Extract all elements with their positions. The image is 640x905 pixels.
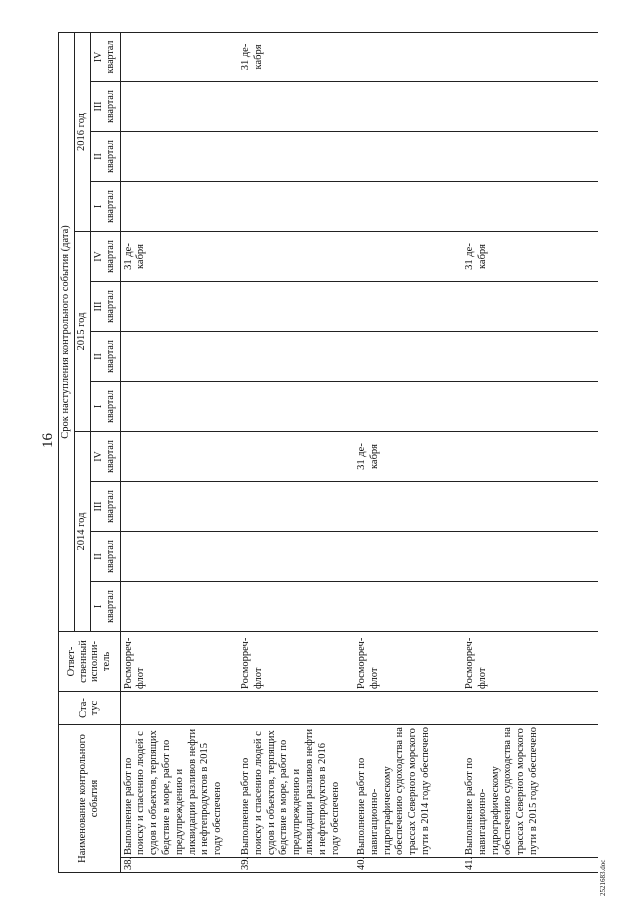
quarter-cell xyxy=(354,282,462,332)
row-number: 39. xyxy=(238,858,354,873)
quarter-cell xyxy=(120,582,238,632)
row-number: 41. xyxy=(462,858,598,873)
table-row xyxy=(462,32,598,872)
table-row xyxy=(354,32,462,872)
row-number: 40. xyxy=(354,858,462,873)
quarter-cell xyxy=(354,382,462,432)
table-header xyxy=(59,32,121,872)
quarter-cell xyxy=(120,82,238,132)
quarter-cell xyxy=(354,332,462,382)
quarter-cell xyxy=(238,232,354,282)
quarter-cell xyxy=(238,432,354,482)
quarter-cell xyxy=(238,132,354,182)
event-status xyxy=(120,692,238,725)
quarter-cell xyxy=(238,282,354,332)
header-quarter xyxy=(90,432,120,482)
header-quarter xyxy=(90,82,120,132)
quarter-cell xyxy=(120,532,238,582)
quarter-cell xyxy=(238,82,354,132)
quarter-number: II xyxy=(92,553,104,560)
event-deadline-date: 31 де-кабря xyxy=(238,32,354,81)
row-number: 38. xyxy=(120,858,238,873)
quarter-word: квартал xyxy=(105,390,117,423)
header-quarter xyxy=(90,482,120,532)
quarter-number: III xyxy=(92,101,104,112)
table-row xyxy=(120,32,238,872)
quarter-cell xyxy=(462,82,598,132)
quarter-cell xyxy=(462,132,598,182)
quarter-number: I xyxy=(92,404,104,409)
event-deadline-date: 31 де-кабря xyxy=(354,432,462,482)
header-year-2: 2016 год xyxy=(74,32,90,231)
quarter-cell xyxy=(238,582,354,632)
event-responsible: Росморреч-флот xyxy=(238,632,354,692)
quarter-cell xyxy=(354,232,462,282)
quarter-cell xyxy=(462,532,598,582)
header-status: Ста-тус xyxy=(59,692,121,725)
quarter-cell xyxy=(120,282,238,332)
event-deadline-date: 31 де-кабря xyxy=(462,232,598,282)
quarter-cell xyxy=(238,532,354,582)
header-deadline-group: Срок наступления контрольного события (дата) xyxy=(59,32,75,631)
header-event-name: Наименование контрольного события xyxy=(59,725,121,873)
header-quarter xyxy=(90,332,120,382)
quarter-word: квартал xyxy=(105,190,117,223)
quarter-number: II xyxy=(92,153,104,160)
header-quarter xyxy=(90,32,120,81)
quarter-cell xyxy=(354,582,462,632)
quarter-cell xyxy=(462,282,598,332)
quarter-cell xyxy=(354,482,462,532)
quarter-cell xyxy=(120,182,238,232)
quarter-cell xyxy=(462,32,598,81)
quarter-cell xyxy=(354,132,462,182)
quarter-cell xyxy=(462,182,598,232)
quarter-word: квартал xyxy=(105,290,117,323)
header-year-0: 2014 год xyxy=(74,432,90,632)
event-deadline-date: 31 де-кабря xyxy=(120,232,238,282)
header-quarter xyxy=(90,532,120,582)
quarter-word: квартал xyxy=(105,540,117,573)
quarter-cell xyxy=(354,32,462,81)
quarter-word: квартал xyxy=(105,440,117,473)
quarter-word: квартал xyxy=(105,40,117,74)
header-quarter xyxy=(90,232,120,282)
header-quarter xyxy=(90,182,120,232)
control-events-table xyxy=(58,32,598,873)
header-responsible: Ответ-ственный исполни-тель xyxy=(59,632,121,692)
quarter-cell xyxy=(120,382,238,432)
quarter-number: III xyxy=(92,301,104,312)
quarter-word: квартал xyxy=(105,590,117,623)
quarter-cell xyxy=(462,432,598,482)
event-status xyxy=(462,692,598,725)
quarter-cell xyxy=(462,582,598,632)
quarter-cell xyxy=(462,382,598,432)
event-responsible: Росморреч-флот xyxy=(120,632,238,692)
quarter-cell xyxy=(238,482,354,532)
quarter-cell xyxy=(354,532,462,582)
header-quarter xyxy=(90,582,120,632)
quarter-cell xyxy=(462,482,598,532)
page-number: 16 xyxy=(40,433,56,448)
quarter-word: квартал xyxy=(105,340,117,373)
table-row xyxy=(238,32,354,872)
quarter-cell xyxy=(120,32,238,81)
quarter-number: IV xyxy=(92,51,104,63)
event-status xyxy=(354,692,462,725)
header-quarter xyxy=(90,282,120,332)
quarter-cell xyxy=(354,182,462,232)
event-name: Выполнение работ по навигационно-гидрографическому обеспечению судоходства на трассах Северного морского пути в 2014 году обеспечено xyxy=(354,725,462,858)
event-name: Выполнение работ по поиску и спасению людей с судов и объектов, терпящих бедствие в море, работ по предупреждению и ликвидации разливов нефти и нефтепродуктов в 2016 году обеспечено xyxy=(238,725,354,858)
quarter-word: квартал xyxy=(105,140,117,173)
table-body xyxy=(120,32,598,872)
quarter-cell xyxy=(120,482,238,532)
event-responsible: Росморреч-флот xyxy=(462,632,598,692)
quarter-word: квартал xyxy=(105,90,117,123)
quarter-number: I xyxy=(92,204,104,209)
quarter-cell xyxy=(238,382,354,432)
quarter-cell xyxy=(120,332,238,382)
quarter-number: I xyxy=(92,604,104,609)
quarter-cell xyxy=(238,332,354,382)
header-year-1: 2015 год xyxy=(74,232,90,432)
quarter-number: II xyxy=(92,353,104,360)
quarter-cell xyxy=(462,332,598,382)
quarter-word: квартал xyxy=(105,490,117,523)
control-events-table-wrap xyxy=(58,33,608,873)
quarter-cell xyxy=(238,182,354,232)
quarter-word: квартал xyxy=(105,240,117,273)
quarter-cell xyxy=(354,82,462,132)
event-name: Выполнение работ по навигационно-гидрографическому обеспечению судоходства на трассах Северного морского пути в 2015 году обеспечено xyxy=(462,725,598,858)
quarter-cell xyxy=(120,432,238,482)
header-quarter xyxy=(90,382,120,432)
header-quarter xyxy=(90,132,120,182)
footer-filename: 2521683.doc xyxy=(599,859,607,896)
event-name: Выполнение работ по поиску и спасению людей с судов и объектов, терпящих бедствие в море, работ по предупреждению и ликвидации разливов нефти и нефтепродуктов в 2015 году обеспечено xyxy=(120,725,238,858)
quarter-number: IV xyxy=(92,451,104,462)
quarter-number: III xyxy=(92,501,104,512)
quarter-cell xyxy=(120,132,238,182)
event-responsible: Росморреч-флот xyxy=(354,632,462,692)
event-status xyxy=(238,692,354,725)
quarter-number: IV xyxy=(92,251,104,262)
